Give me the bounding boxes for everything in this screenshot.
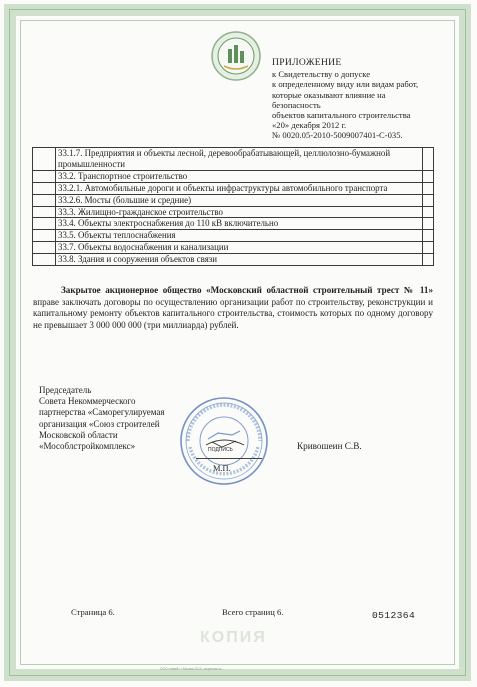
table-row	[33, 170, 434, 182]
work-item: 33.7. Объекты водоснабжения и канализации	[56, 242, 423, 254]
work-item: 33.3. Жилищно-гражданское строительство	[56, 206, 423, 218]
total-pages: Всего страниц 6.	[222, 607, 284, 617]
appendix-line: «20» декабря 2012 г.	[272, 120, 347, 131]
work-item: 33.2.6. Мосты (большие и средние)	[56, 194, 423, 206]
appendix-line: к Свидетельству о допуске	[272, 69, 371, 80]
signer-name: Кривошеин С.В.	[297, 441, 362, 451]
table-row	[33, 206, 434, 218]
work-item: 33.1.7. Предприятия и объекты лесной, деревообрабатывающей, целлюлозно-бумажной промышленности	[56, 148, 423, 171]
appendix-line: безопасность	[272, 99, 321, 110]
printer-imprint: ООО «Нимб» • Москва 2010, лицензия №...	[160, 667, 225, 671]
appendix-title: ПРИЛОЖЕНИЕ	[272, 57, 342, 68]
table-row	[33, 242, 434, 254]
work-item: 33.8. Здания и сооружения объектов связи	[56, 254, 423, 266]
emblem-icon	[210, 30, 262, 82]
table-row	[33, 148, 434, 171]
seal-stamp-icon	[178, 395, 270, 487]
table-row	[33, 230, 434, 242]
seal-signature-word: ПОДПИСЬ	[208, 447, 233, 453]
appendix-line: которые оказывают влияние на	[272, 89, 386, 100]
appendix-line: № 0020.05-2010-5009007401-С-035.	[272, 130, 403, 141]
work-item: 33.2.1. Автомобильные дороги и объекты инфраструктуры автомобильного транспорта	[56, 182, 423, 194]
table-row	[33, 218, 434, 230]
signer-line: Московской области	[39, 429, 118, 440]
works-table	[32, 147, 434, 266]
signer-line: Председатель	[39, 385, 92, 395]
work-item: 33.5. Объекты теплоснабжения	[56, 230, 423, 242]
serial-number: 0512364	[372, 610, 416, 621]
organization-name: Закрытое акционерное общество «Московский областной строительный трест № 11»	[61, 285, 433, 295]
signer-title	[39, 385, 189, 452]
work-item: 33.4. Объекты электроснабжения до 110 кВ включительно	[56, 218, 423, 230]
signature-line	[196, 458, 262, 459]
permission-statement	[33, 285, 433, 331]
signer-line: Совета Некоммерческого	[39, 396, 136, 407]
appendix-header	[272, 58, 452, 141]
table-row	[33, 182, 434, 194]
work-item: 33.2. Транспортное строительство	[56, 170, 423, 182]
signer-line: партнерства «Саморегулируемая	[39, 407, 165, 418]
statement-text: вправе заключать договоры по осуществлению организации работ по строительству, реконструкции и капитальному ремонту объектов капитального строительства, стоимость которых по одному договору не превышает 3 000 000 000 (три миллиарда) рублей.	[33, 296, 433, 330]
signer-line: «Мособлстройкомплекс»	[39, 441, 136, 452]
page-number: Страница 6.	[71, 607, 115, 617]
appendix-line: объектов капитального строительства	[272, 110, 411, 121]
table-row	[33, 254, 434, 266]
appendix-line: к определенному виду или видам работ,	[272, 79, 419, 90]
signer-line: организация «Союз строителей	[39, 418, 160, 429]
table-row	[33, 194, 434, 206]
stamp-place-label: М.П.	[213, 464, 231, 473]
copy-watermark: КОПИЯ	[200, 629, 267, 646]
